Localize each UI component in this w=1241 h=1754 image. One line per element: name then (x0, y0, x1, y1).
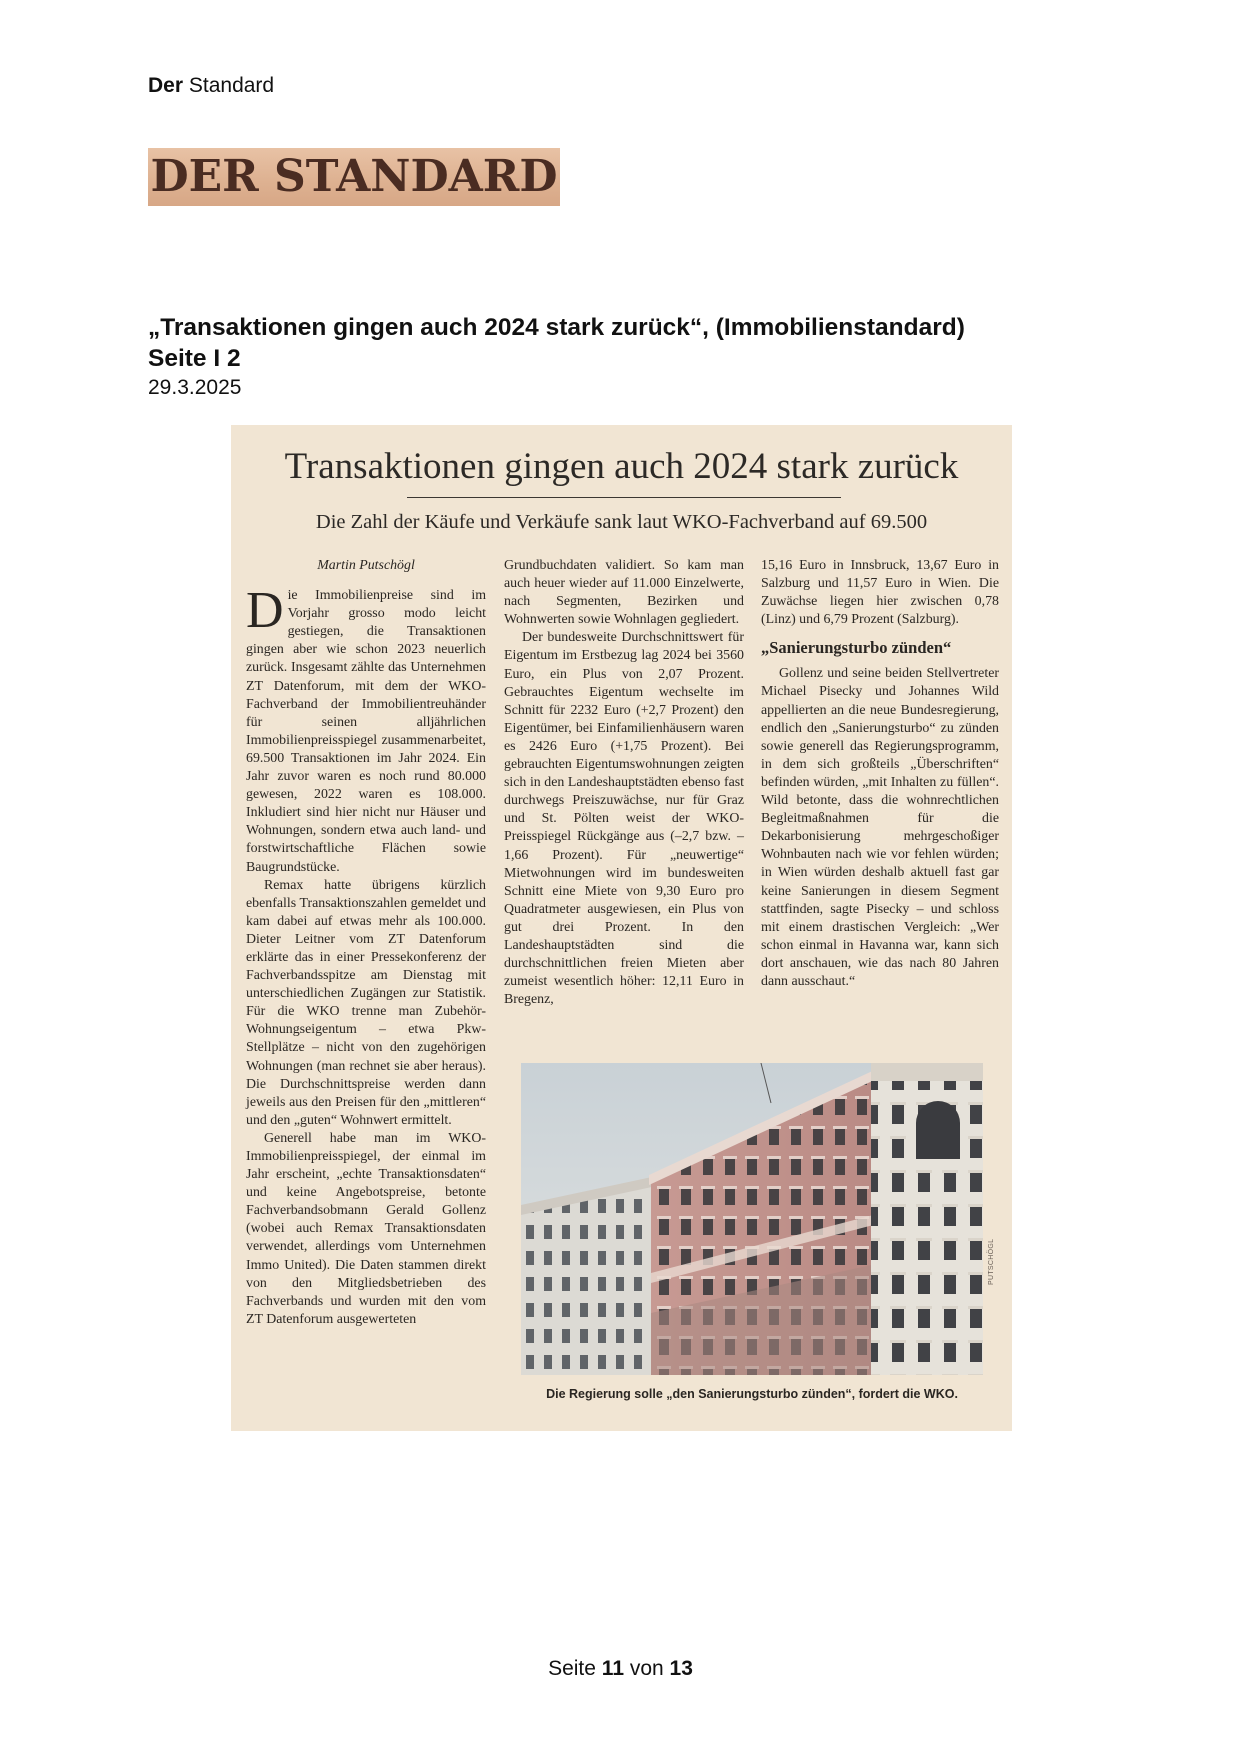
publication-date: 29.3.2025 (148, 376, 242, 399)
byline: Martin Putschögl (317, 558, 415, 573)
source-name-rest: Standard (188, 74, 275, 97)
footer-prefix: Seite (548, 1657, 596, 1680)
article-column-1 (246, 557, 486, 1329)
newspaper-masthead-logo (148, 148, 560, 206)
newspaper-clipping (231, 425, 1012, 1431)
photo-caption: Die Regierung solle „den Sanierungsturbo zünden“, fordert die WKO. (546, 1387, 958, 1401)
clipping-headline: „Transaktionen gingen auch 2024 stark zurück“, (Immobilienstandard) (148, 314, 965, 341)
drop-cap: D (246, 582, 284, 640)
paragraph: 15,16 Euro in Innsbruck, 13,67 Euro in Salzburg und 11,57 Euro in Wien. Die Zuwächse liegen hier zwischen 0,78 (Linz) und 6,79 Prozent (Salzburg). (761, 558, 999, 628)
paragraph: Gollenz und seine beiden Stellvertreter Michael Pisecky und Johannes Wild appellierten an die neue Bundesregierung, endlich den „Sanierungsturbo“ zu zünden sowie generell das Regierungsprogramm, in dem sich großteils „Überschriften“ befinden würden, „mit Inhalten zu füllen“. Wild betonte, dass die wohnrechtlichen Begleitmaßnahmen für die Dekarbonisierung mehrgeschoßiger Wohnbauten nach wie vor fehlen würden; in Wien würden deshalb aktuell fast gar keine Sanierungen in diesem Segment stattfinden, sagte Pisecky – und schloss mit einem drastischen Vergleich: „Wer schon einmal in Havanna war, kann sich dort anschauen, wie das nach 80 Jahren dann ausschaut.“ (761, 666, 999, 989)
masthead-text: DER STANDARD (150, 151, 558, 202)
article-column-3 (761, 557, 999, 991)
paragraph: Remax hatte übrigens kürzlich ebenfalls Transaktionszahlen gemeldet und kam dabei auf etwas mehr als 100.000. Dieter Leitner vom ZT Datenforum erklärte das in einer Pressekonferenz der Fachverbandsspitze am Dienstag mit unterschiedlichen Zugängen zur Statistik. Für die WKO trenne man Zubehör-Wohnungseigentum – etwa Pkw-Stellplätze – nicht von den zugehörigen Wohnungen (man rechnet sie aber heraus). Die Durchschnittspreise werden dann jeweils aus den Preisen für den „mittleren“ und den „guten“ Wohnwert ermittelt. (246, 877, 486, 1128)
source-name (148, 74, 274, 98)
footer-page-number: 11 (601, 1657, 624, 1680)
paragraph: Grundbuchdaten validiert. So kam man auch heuer wieder auf 11.000 Einzelwerte, nach Segmenten, Bezirken und Wohnwerten sowie Wohnlagen gegliedert. (504, 558, 744, 628)
page-footer (0, 1657, 1241, 1681)
building-photo (521, 1063, 983, 1375)
paragraph (246, 582, 486, 877)
title-rule (407, 497, 841, 498)
article-subtitle: Die Zahl der Käufe und Verkäufe sank laut WKO-Fachverband auf 69.500 (315, 511, 928, 533)
paragraph: Der bundesweite Durchschnittswert für Eigentum im Erstbezug lag 2024 bei 3560 Euro, ein Plus von 2,07 Prozent. Gebrauchtes Eigentum wechselte im Schnitt für 2232 Euro (+2,7 Prozent) den Eigentümer, bei Einfamilienhäusern waren es 2426 Euro (+1,75 Prozent). Bei gebrauchten Eigentumswohnungen zeigten sich in den Landeshauptstädten ebenso fast durchwegs Preiszuwächse, nur für Graz und St. Pölten weist der WKO-Preisspiegel Rückgänge aus (–2,7 bzw. –1,66 Prozent). Für „neuwertige“ Mietwohnungen wird im bundesweiten Schnitt eine Miete von 9,30 Euro pro Quadratmeter ausgewiesen, ein Plus von gut drei Prozent. In den Landeshauptstädten sind die durchschnittlichen freien Mieten aber zumeist wesentlich höher: 12,11 Euro in Bregenz, (504, 630, 744, 1008)
article-column-2 (504, 557, 744, 1009)
building-photo-illustration (521, 1063, 983, 1375)
paragraph-text: ie Immobilienpreise sind im Vorjahr grosso modo leicht gestiegen, die Transaktionen gingen aber wie schon 2023 neuerlich zurück. Insgesamt zählte das Unternehmen ZT Datenforum, mit dem der WKO-Fachverband der Immobilientreuhänder für seinen alljährlichen Immobilienpreisspiegel zusammenarbeitet, 69.500 Transaktionen im Jahr 2024. Ein Jahr zuvor waren es noch rund 80.000 gewesen, 2022 waren es 108.000. Inkludiert sind hier nicht nur Häuser und Wohnungen, sondern etwa auch land- und forstwirtschaftliche Flächen sowie Baugrundstücke. (246, 588, 486, 875)
photo-credit: PUTSCHÖGL (988, 1238, 995, 1285)
clipping-header (148, 312, 965, 401)
source-name-bold: Der (148, 74, 184, 97)
paragraph: Generell habe man im WKO-Immobilienpreisspiegel, der einmal im Jahr erscheint, „echte Transaktionsdaten“ und keine Angebotspreise, betonte Fachverbandsobmann Gerald Gollenz (wobei auch Remax Transaktionsdaten verwendet, allerdings vom Unternehmen Immo United). Die Daten stammen direkt von den Mitgliedsbetrieben des Fachverbands und wurden mit den vom ZT Datenforum ausgewerteten (246, 1130, 486, 1327)
article-title: Transaktionen gingen auch 2024 stark zurück (284, 446, 959, 487)
footer-middle: von (629, 1657, 664, 1680)
article-subhead: „Sanierungsturbo zünden“ (761, 638, 952, 658)
footer-page-total: 13 (669, 1657, 693, 1680)
page-reference: Seite I 2 (148, 345, 241, 372)
